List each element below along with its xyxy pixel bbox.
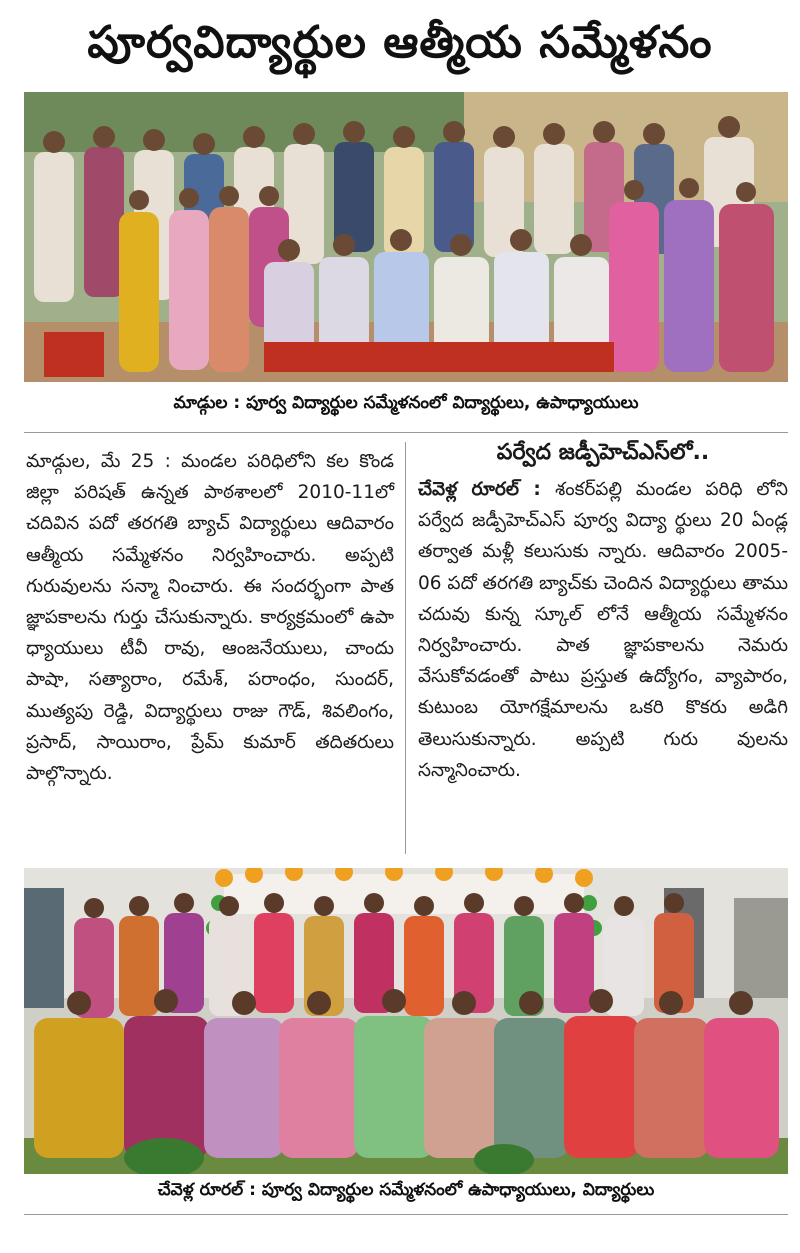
group-photo-chevella [24, 868, 788, 1174]
divider-top [24, 432, 788, 433]
group-photo-madgula-image [24, 92, 788, 382]
article-parveda-subhead: పర్వేద జడ్పీహెచ్ఎస్‌లో.. [496, 440, 710, 465]
article-parveda-dateline: చేవెళ్ల రూరల్ : [418, 479, 556, 500]
article-parveda-body: శంకర్‌పల్లి మండల పరిధి లోని పర్వేద జడ్పీహెచ్ఎస్ పూర్వ విద్యా ర్థులు 20 ఏండ్ల తర్వాత మళ్లీ కలుసుకు న్నారు. ఆదివారం 2005- 06 పదో తరగతి బ్యాచ్‌కు చెందిన విద్యార్థులు తాము చదువు కున్న స్కూల్ లోనే ఆత్మీయ సమ్మేళనం నిర్వహించారు. పాత జ్ఞాపకాలను నెమరు వేసుకోవడంతో పాటు ప్రస్తుత ఉద్యోగం, వ్యాపారం, కుటుంబ యోగక్షేమాలను ఒకరి కొకరు అడిగి తెలుసుకున్నారు. అప్పటి గురు వులను సన్మానించారు. [418, 479, 788, 781]
photo-caption-madgula: మాడ్గుల : పూర్వ విద్యార్థుల సమ్మేళనంలో విద్యార్థులు, ఉపాధ్యాయులు [173, 393, 639, 413]
photo-caption-chevella: చేవెళ్ల రూరల్ : పూర్వ విద్యార్థుల సమ్మేళనంలో ఉపాధ్యాయులు, విద్యార్థులు [157, 1180, 655, 1200]
article-parveda [418, 474, 788, 786]
group-photo-chevella-image [24, 868, 788, 1174]
article-madgula-dateline: మాడ్గుల, మే 25 : [26, 451, 182, 472]
column-divider [405, 442, 406, 854]
divider-bottom [24, 1214, 788, 1215]
headline: పూర్వవిద్యార్థుల ఆత్మీయ సమ్మేళనం [87, 17, 713, 68]
article-madgula-body: మండల పరిధిలోని కల కొండ జిల్లా పరిషత్ ఉన్నత పాఠశాలలో 2010-11లో చదివిన పదో తరగతి బ్యాచ్ విద్యార్థులు ఆదివారం ఆత్మీయ సమ్మేళనం నిర్వహించారు. అప్పటి గురువులను సన్మా నించారు. ఈ సందర్భంగా పాత జ్ఞాపకాలను గుర్తు చేసుకున్నారు. కార్యక్రమంలో ఉపా ధ్యాయులు టీవీ రావు, ఆంజనేయులు, చాందు పాషా, సత్యారాం, రమేశ్, పరాంధం, సుందర్, ముత్యపు రెడ్డి, విద్యార్థులు రాజు గౌడ్, శివలింగం, ప్రసాద్, సాయిరాం, ప్రేమ్ కుమార్ తదితరులు పాల్గొన్నారు. [26, 451, 394, 785]
group-photo-madgula [24, 92, 788, 382]
article-madgula [26, 446, 394, 789]
